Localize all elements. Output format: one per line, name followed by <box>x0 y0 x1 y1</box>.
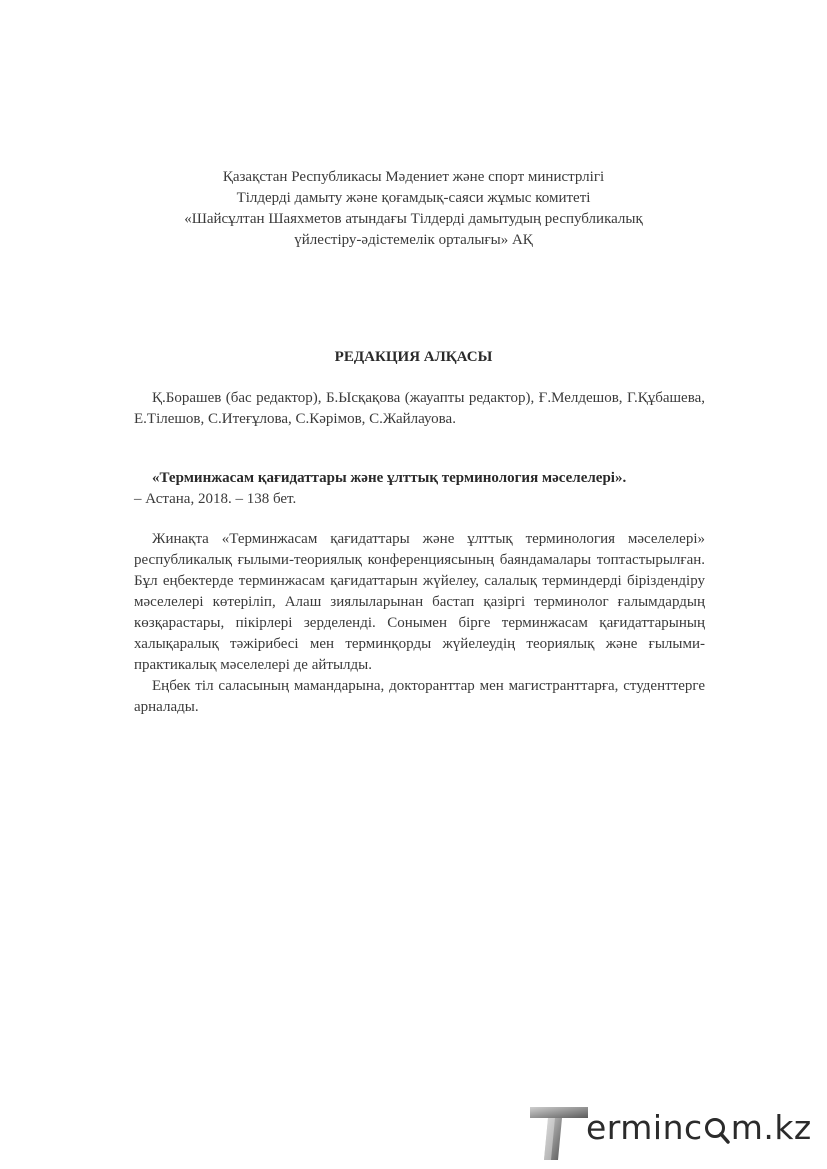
members-text: Қ.Борашев (бас редактор), Б.Ысқақова (жауапты редактор), Ғ.Мелдешов, Г.Құбашева, Е.Тілешов, С.Итеғұлова, С.Кәрімов, С.Жайлауова. <box>134 390 705 427</box>
termincom-logo-icon <box>528 1104 590 1162</box>
logo-text-part3: m.kz <box>730 1108 812 1147</box>
logo-text-part1: ermin <box>586 1108 685 1147</box>
annotation-paragraph-2: Еңбек тіл саласының мамандарына, докторанттар мен магистранттарға, студенттерге арналады. <box>134 678 705 715</box>
editorial-board-title: РЕДАКЦИЯ АЛҚАСЫ <box>334 349 493 365</box>
publication-details: – Астана, 2018. – 138 бет. <box>134 491 297 507</box>
biblio-paragraph <box>134 468 705 510</box>
committee-name: Тілдерді дамыту және қоғамдық-саяси жұмыс комитеті <box>236 190 591 206</box>
ministry-name: Қазақстан Республикасы Мәдениет және спорт министрлігі <box>222 169 605 185</box>
center-name-line2: үйлестіру-әдістемелік орталығы» АҚ <box>294 232 533 248</box>
magnifier-icon <box>704 1116 730 1142</box>
annotation-paragraph-1: Жинақта «Терминжасам қағидаттары және ұлттық терминология мәселелері» республикалық ғылыми-теориялық конференциясының баяндамалары топтастырылған. Бұл еңбектерде терминжасам қағидаттарын жүйелеу, салалық терминдерді біріздендіру мәселелері көтеріліп, Алаш зиялыларынан бастап қазіргі терминолог ғалымдардың көзқарастары, пікірлері зерделенді. Сонымен бірге терминжасам қағидаттарының халықаралық тәжірибесі мен терминқорды жүйелеудің теориялық және ғылыми-практикалық мәселелері де айтылды. <box>134 531 705 673</box>
publisher-header <box>0 167 827 251</box>
termincom-logo <box>528 1102 818 1164</box>
bibliographic-record <box>134 468 705 510</box>
editorial-board-members <box>134 388 705 430</box>
logo-wordmark <box>586 1108 812 1147</box>
book-title: «Терминжасам қағидаттары және ұлттық терминология мәселелері». <box>152 470 627 486</box>
logo-text-part2: c <box>684 1108 703 1147</box>
annotation <box>134 529 705 718</box>
center-name-line1: «Шайсұлтан Шаяхметов атындағы Тілдерді дамытудың республикалық <box>184 211 643 227</box>
